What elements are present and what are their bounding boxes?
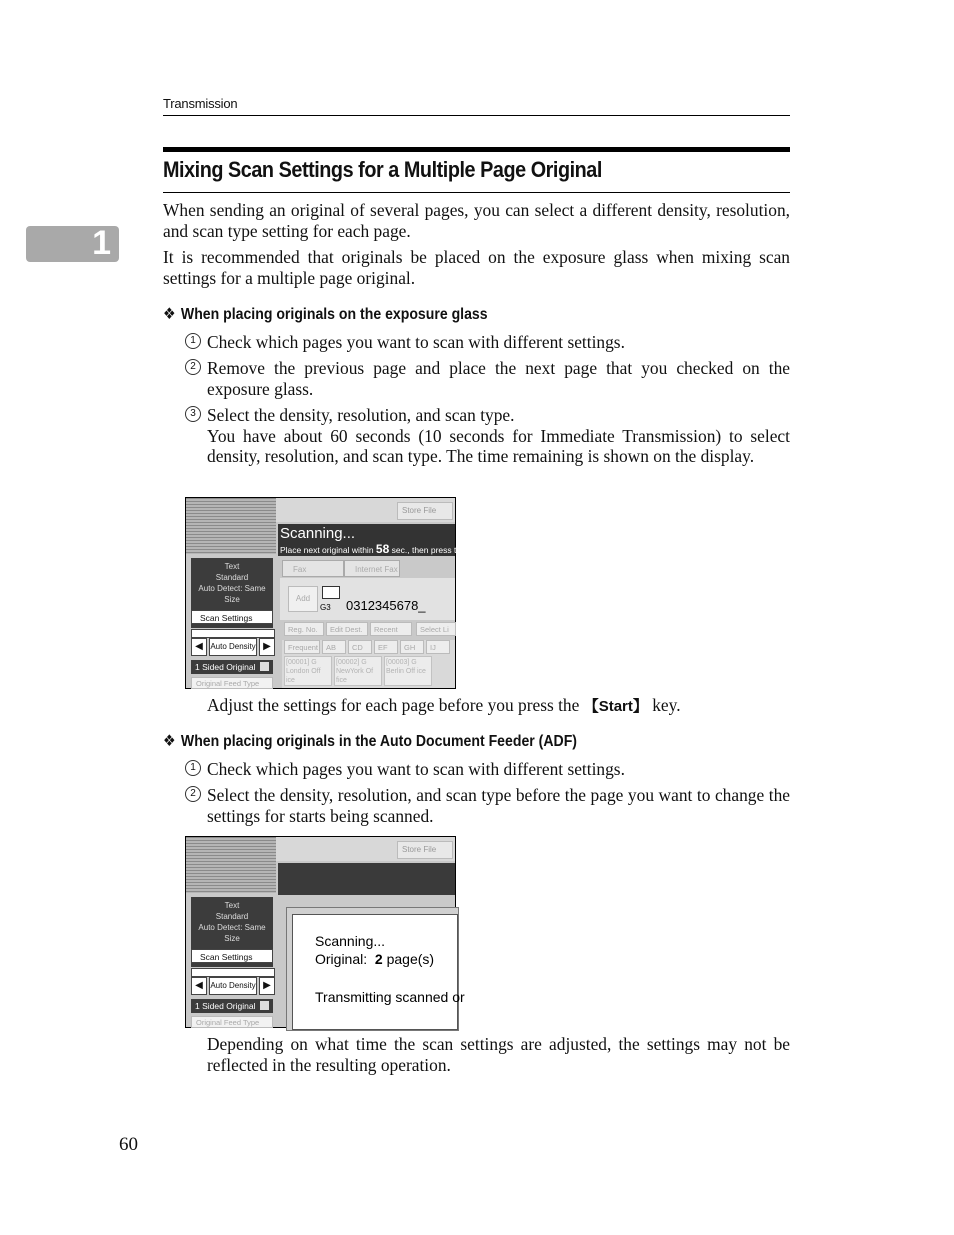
- scan-settings-button[interactable]: Scan Settings: [191, 610, 273, 624]
- density-slider[interactable]: [191, 968, 275, 977]
- header-rule: [163, 115, 790, 116]
- density-controls: [191, 638, 273, 656]
- store-file-button[interactable]: Store File: [397, 502, 453, 520]
- header-stripes: [186, 498, 276, 554]
- step-number: 2: [185, 786, 201, 802]
- address-book-area: [282, 640, 455, 688]
- chapter-tab: [26, 226, 119, 262]
- page-number: 60: [119, 1134, 138, 1155]
- seconds-remaining: 58: [375, 542, 390, 556]
- sided-original-button[interactable]: 1 Sided Original: [191, 999, 273, 1013]
- destination-newyork[interactable]: [00002] G NewYork Of fice: [334, 656, 382, 686]
- scanning-message-bar: [278, 524, 477, 556]
- diamond-icon: ❖: [163, 306, 176, 323]
- index-ef[interactable]: EF: [374, 640, 398, 654]
- header-stripes: [186, 837, 276, 893]
- scanning-screen-screenshot: [185, 497, 477, 689]
- adf-step-1: 1 Check which pages you want to scan with different settings.: [185, 759, 790, 780]
- step-number: 1: [185, 333, 201, 349]
- scan-settings-panel: Text Standard Auto Detect: Same Size: [191, 897, 273, 967]
- intro-paragraph-1: When sending an original of several pages, you can select a different density, resolution, and scan type setting for each page.: [163, 200, 790, 241]
- index-ij[interactable]: IJ: [426, 640, 450, 654]
- scan-settings-button[interactable]: Scan Settings: [191, 949, 273, 963]
- top-bar: [276, 837, 455, 861]
- destination-london[interactable]: [00001] G London Off ice: [284, 656, 332, 686]
- select-line-button[interactable]: Select Li: [416, 622, 456, 636]
- add-button[interactable]: Add: [288, 586, 318, 612]
- glass-after-note: Adjust the settings for each page before you press the 【Start】 key.: [207, 695, 681, 715]
- original-feed-type-button[interactable]: Original Feed Type: [191, 1016, 273, 1028]
- mode-tabs: [282, 560, 455, 578]
- destination-berlin[interactable]: [00003] G Berlin Off ice: [384, 656, 432, 686]
- edit-dest-button[interactable]: Edit Dest.: [326, 622, 368, 636]
- auto-density-button[interactable]: Auto Density: [209, 638, 257, 656]
- destination-buttons: [282, 622, 455, 638]
- subheading-adf: ❖ When placing originals in the Auto Document Feeder (ADF): [163, 733, 577, 750]
- index-ab[interactable]: AB: [322, 640, 346, 654]
- message-bar: [278, 863, 455, 895]
- destination-entry-area: [280, 578, 455, 620]
- title-rule: [163, 192, 790, 193]
- index-gh[interactable]: GH: [400, 640, 424, 654]
- subheading-exposure-glass: ❖ When placing originals on the exposure glass: [163, 306, 488, 323]
- index-frequent[interactable]: Frequent: [284, 640, 320, 654]
- popup-scanning-text: Scanning...: [315, 933, 386, 949]
- density-slider[interactable]: [191, 629, 275, 638]
- tab-fax[interactable]: Fax: [282, 560, 344, 577]
- popup-page-count: 2: [374, 951, 383, 967]
- chapter-number: 1: [92, 224, 111, 262]
- index-cd[interactable]: CD: [348, 640, 372, 654]
- glass-step-3: 3 Select the density, resolution, and scan type. You have about 60 seconds (10 seconds for Immediate Transmission) to select density, resolution, and scan type. The time remaining is shown on the display.: [185, 405, 790, 467]
- adf-scanning-screenshot: [185, 836, 465, 1028]
- reg-no-button[interactable]: Reg. No.: [284, 622, 324, 636]
- scanning-popup: [286, 907, 465, 1031]
- fax-machine-icon: [322, 586, 340, 599]
- adf-after-note: Depending on what time the scan settings are adjusted, the settings may not be reflected in the resulting operation.: [207, 1034, 790, 1075]
- glass-step-2: 2 Remove the previous page and place the next page that you checked on the exposure glass.: [185, 358, 790, 399]
- duplex-icon: [260, 662, 269, 671]
- density-darker-button[interactable]: ▶: [259, 977, 275, 995]
- glass-step-1: 1 Check which pages you want to scan with different settings.: [185, 332, 790, 353]
- recent-button[interactable]: Recent: [370, 622, 412, 636]
- page-title: Mixing Scan Settings for a Multiple Page Original: [163, 157, 602, 182]
- popup-transmitting-text: Transmitting scanned or: [315, 989, 465, 1005]
- diamond-icon: ❖: [163, 733, 176, 750]
- store-file-button[interactable]: Store File: [397, 841, 453, 859]
- popup-original-line: Original: 2 page(s): [315, 951, 435, 967]
- density-controls: [191, 977, 273, 995]
- step-number: 1: [185, 760, 201, 776]
- auto-density-button[interactable]: Auto Density: [209, 977, 257, 995]
- duplex-icon: [260, 1001, 269, 1010]
- density-lighter-button[interactable]: ◀: [191, 977, 207, 995]
- line-label: G3: [320, 603, 331, 612]
- density-darker-button[interactable]: ▶: [259, 638, 275, 656]
- scanning-title: Scanning...: [280, 525, 356, 542]
- adf-step-2: 2 Select the density, resolution, and scan type before the page you want to change the settings for starts being scanned.: [185, 785, 790, 826]
- scanning-popup-body: [292, 914, 465, 1030]
- tab-internet-fax[interactable]: Internet Fax: [344, 560, 400, 577]
- scanning-instruction: Place next original within 58 sec., then press the St: [280, 542, 477, 556]
- running-header: Transmission: [163, 96, 238, 111]
- step-number: 2: [185, 359, 201, 375]
- fax-number-field[interactable]: 0312345678_: [346, 598, 426, 613]
- start-key: 【Start】: [583, 698, 648, 715]
- original-feed-type-button[interactable]: Original Feed Type: [191, 677, 273, 689]
- top-bar: [276, 498, 455, 522]
- intro-paragraph-2: It is recommended that originals be placed on the exposure glass when mixing scan settings for a multiple page original.: [163, 247, 790, 288]
- sided-original-button[interactable]: 1 Sided Original: [191, 660, 273, 674]
- step-3-detail: You have about 60 seconds (10 seconds for Immediate Transmission) to select density, resolution, and scan type. The time remaining is shown on the display.: [207, 425, 790, 466]
- step-number: 3: [185, 406, 201, 422]
- title-bar: [163, 147, 790, 152]
- density-lighter-button[interactable]: ◀: [191, 638, 207, 656]
- scan-settings-panel: Text Standard Auto Detect: Same Size: [191, 558, 273, 628]
